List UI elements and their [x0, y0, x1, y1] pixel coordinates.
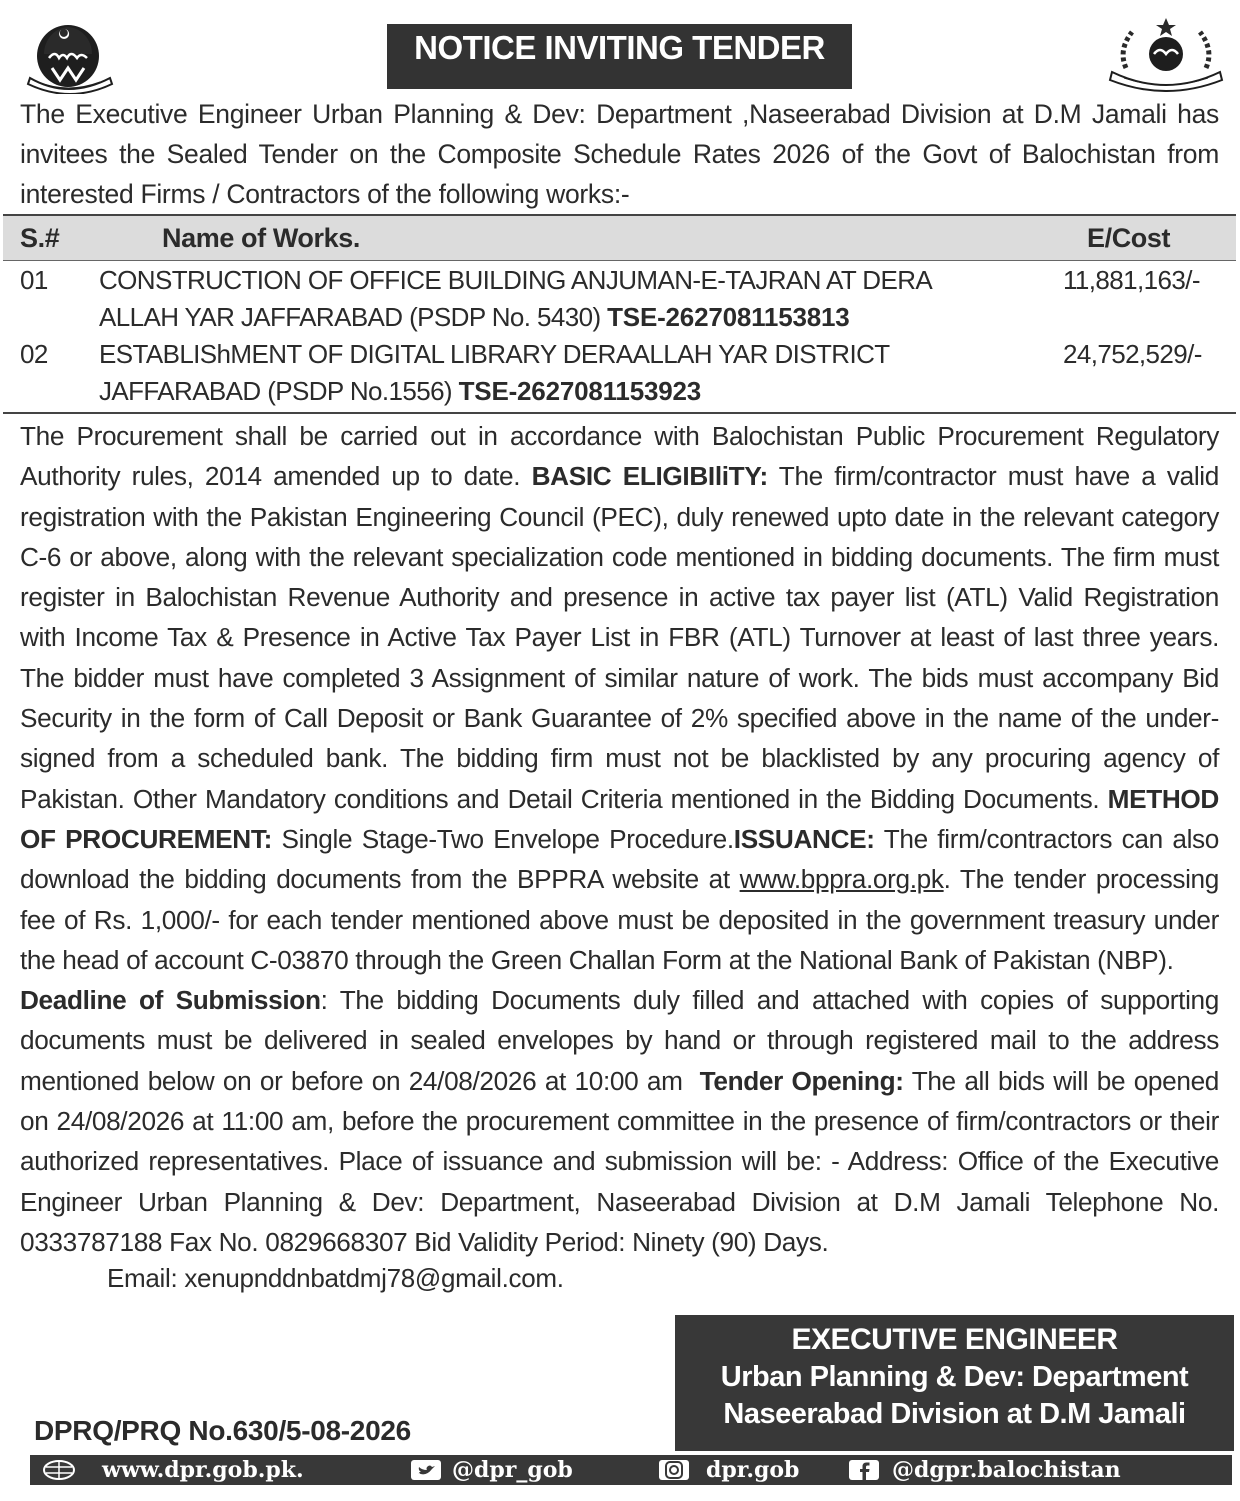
row-2-cost: 24,752,529/- [1063, 339, 1202, 369]
deadline-text: : The bidding Documents duly filled and attached with copies of supporting documents must be delivered in sealed envelopes by hand or through registered mail to the address mentioned below on or before on 24/08/2026 at 10:00 am [20, 985, 1219, 1096]
bppra-website-link[interactable]: www.bppra.org.pk [739, 864, 944, 895]
signature-block [675, 1315, 1234, 1451]
row-1-cost: 11,881,163/- [1063, 265, 1200, 295]
twitter-icon [410, 1459, 442, 1481]
eligibility-text: The firm/contractor must have a valid registration with the Pakistan Engineering Council (PEC), duly renewed upto date in the relevant category C-6 or above, along with the relevant specialization code mentioned in bidding documents. The firm must register in Balochistan Revenue Authority and presence in active tax payer list (ATL) Valid Registration with Income Tax & Presence in Active Tax Payer List in FBR (ATL) Turnover at least of last three years. The bidder must have completed 3 Assignment of similar nature of work. The bids must accompany Bid Security in the form of Call Deposit or Bank Guarantee of 2% specified above in the name of the under-signed from a scheduled bank. The bidding firm must not be blacklisted by any procuring agency of Pakistan. Other Mandatory conditions and Detail Criteria mentioned in the Bidding Documents. [20, 461, 1219, 814]
row-2-tse: TSE-2627081153923 [458, 376, 701, 406]
notice-title: NOTICE INVITING TENDER [387, 24, 852, 89]
intro-paragraph: The Executive Engineer Urban Planning & Dev: Department ,Naseerabad Division at D.M Jamali has invitees the Sealed Tender on the Composite Schedule Rates 2026 of the Govt of Balochistan from interested Firms / Contractors of the following works:- [20, 99, 1219, 209]
opening-heading: Tender Opening: [699, 1065, 904, 1096]
footer-twitter[interactable]: @dpr_gob [452, 1457, 573, 1483]
header-cost: E/Cost [1087, 223, 1171, 253]
signature-title: EXECUTIVE ENGINEER [791, 1323, 1118, 1356]
fee-text: . The tender processing fee of Rs. 1,000/- for each tender mentioned above must be deposited in the government treasury under the head of account C-03870 through the Green Challan Form at the National Bank of Pakistan (NBP). [20, 864, 1219, 975]
deadline-heading: Deadline of Submission [20, 985, 321, 1016]
header-name: Name of Works. [162, 223, 360, 253]
instagram-icon [658, 1459, 690, 1481]
globe-icon [42, 1459, 76, 1481]
eligibility-heading: BASIC ELIGIBIliTY: [531, 461, 768, 492]
balochistan-emblem-icon [24, 18, 116, 94]
row-1-name-line1: CONSTRUCTION OF OFFICE BUILDING ANJUMAN-E-TAJRAN AT DERA [99, 265, 933, 295]
row-1-sno: 01 [20, 265, 48, 295]
contact-email: Email: xenupnddnbatdmj78@gmail.com. [107, 1263, 564, 1293]
method-heading: METHOD OF PROCUREMENT: [20, 783, 1219, 854]
row-1-name-line2: ALLAH YAR JAFFARABAD (PSDP No. 5430) TSE-2627081153813 [99, 302, 850, 332]
opening-text: The all bids will be opened on 24/08/2026 at 11:00 am, before the procurement committee in the presence of firm/contractors or their authorized representatives. Place of issuance and submission will be: - Address: Office of the Executive Engineer Urban Planning & Dev: Department, Naseerabad Division at D.M Jamali Telephone No. 0333787188 Fax No. 0829668307 Bid Validity Period: Ninety (90) Days. [20, 1065, 1219, 1257]
row-1-tse: TSE-2627081153813 [607, 302, 850, 332]
facebook-icon [848, 1459, 880, 1481]
government-crest-icon [1108, 16, 1224, 92]
procurement-rules-text: The Procurement shall be carried out in accordance with Balochistan Public Procurement Regulatory Authority rules, 2014 amended up to date. [20, 421, 1219, 492]
row-2-name-line1: ESTABLIShMENT OF DIGITAL LIBRARY DERAALLAH YAR DISTRICT [99, 339, 890, 369]
row-2-name-line2: JAFFARABAD (PSDP No.1556) TSE-2627081153923 [99, 376, 701, 406]
footer-facebook[interactable]: @dgpr.balochistan [892, 1457, 1121, 1483]
footer-instagram[interactable]: dpr.gob [706, 1457, 800, 1483]
signature-division: Naseerabad Division at D.M Jamali [723, 1398, 1186, 1430]
header-sno: S.# [20, 223, 60, 253]
tender-conditions [20, 416, 1219, 1262]
reference-number: DPRQ/PRQ No.630/5-08-2026 [34, 1415, 411, 1446]
row-2-sno: 02 [20, 339, 48, 369]
signature-department: Urban Planning & Dev: Department [720, 1361, 1189, 1393]
footer-website[interactable]: www.dpr.gob.pk. [102, 1457, 304, 1483]
footer-bar [30, 1455, 1232, 1485]
issuance-heading: ISSUANCE: [733, 823, 875, 854]
issuance-text: The firm/contractors can also download the bidding documents from the BPPRA website at [20, 823, 1219, 895]
method-text: Single Stage-Two Envelope Procedure. [281, 823, 734, 854]
